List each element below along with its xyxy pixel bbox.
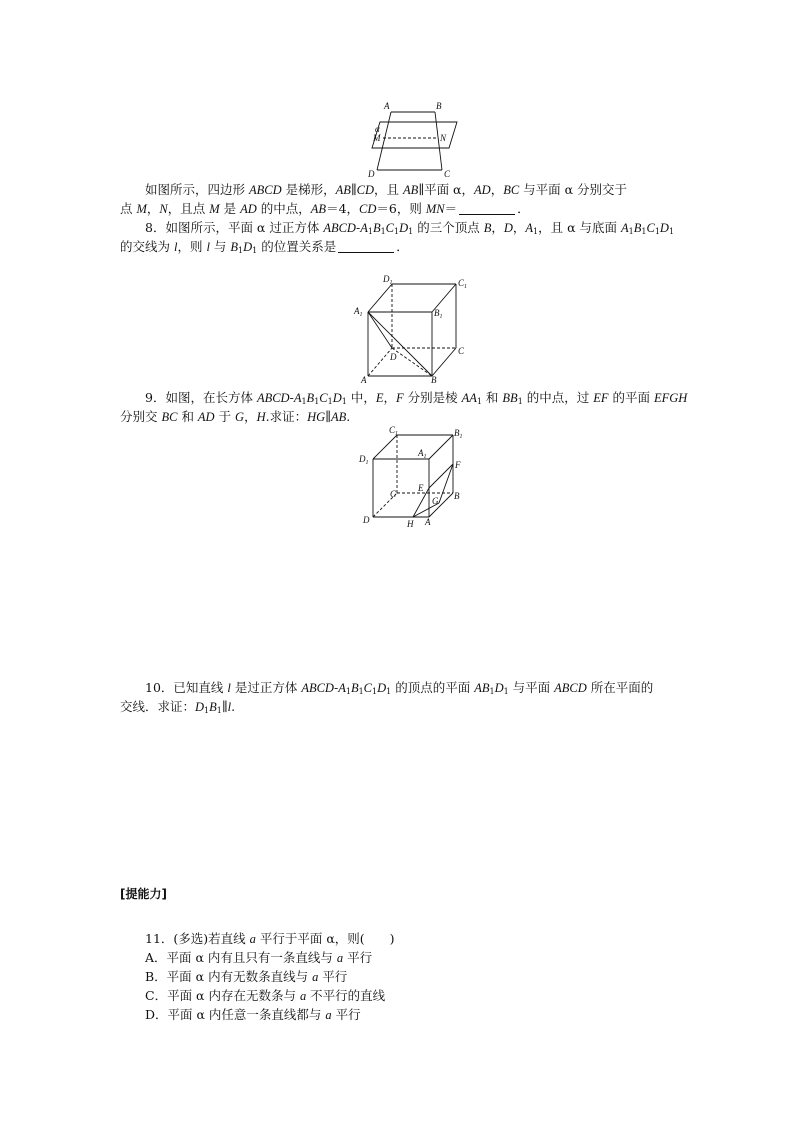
figure-cube [350,272,480,384]
option-D[interactable]: D．平面 α 内任意一条直线都与 a 平行 [145,1007,361,1022]
label-A: A [425,517,431,527]
label-D: D [363,515,370,525]
label-A1: $A_1$ [354,306,363,318]
problem10-line1: 10．已知直线 l 是过正方体 ABCD-$A_1B_1C_1D_1$ 的顶点的平面 $AB_1D_1$ 与平面 ABCD 所在平面的 [145,680,654,696]
option-A[interactable]: A．平面 α 内有且只有一条直线与 a 平行 [145,950,373,965]
problem10-line2: 交线．求证：$D_1B_1\parallel l$. [120,699,236,715]
problem9-line2: 分别交 BC 和 AD 于 G，H.求证：HG∥AB. [120,409,351,424]
label-B: B [454,491,460,501]
label-A: A [361,375,367,385]
problem7-line1: 如图所示，四边形 ABCD 是梯形，AB∥CD，且 AB∥平面 α，AD，BC 与平面 α 分别交于 [145,182,628,197]
problem8-line2: 的交线为 l，则 l 与 $B_1D_1$ 的位置关系是 ． [120,239,409,255]
label-B1: $B_1$ [434,308,443,320]
answer-blank-7[interactable] [459,202,515,215]
label-C: C [444,169,451,179]
label-D: D [390,352,397,362]
label-E: E [418,483,424,493]
problem7-line2: 点 M，N，且点 M 是 AD 的中点，AB＝4，CD＝6，则 MN＝ ． [120,201,530,216]
label-B: B [431,375,437,385]
label-alpha: α [375,124,380,134]
label-C: C [390,489,397,499]
section-title: [提能力] [120,887,167,901]
label-N: N [440,133,447,143]
label-C1: $C_1$ [389,425,399,437]
label-G: G [432,496,439,506]
figure-cuboid [355,425,475,533]
label-M: M [373,133,381,143]
label-A: A [384,101,390,111]
answer-blank-8[interactable] [338,240,394,253]
label-C1: $C_1$ [458,278,468,290]
problem11-stem: 11．(多选)若直线 a 平行于平面 α，则( ) [145,931,395,946]
problem9-line1: 9．如图，在长方体 ABCD-$A_1B_1C_1D_1$ 中，E，F 分别是棱 $AA_1$ 和 $BB_1$ 的中点，过 EF 的平面 EFGH [145,390,688,406]
label-B1: $B_1$ [454,428,463,440]
label-D1: $D_1$ [359,454,369,466]
option-C[interactable]: C．平面 α 内存在无数条与 a 不平行的直线 [145,988,386,1003]
label-D: D [368,169,375,179]
problem8-line1: 8．如图所示，平面 α 过正方体 ABCD-$A_1B_1C_1D_1$ 的三个顶点 B，D，$A_1$，且 α 与底面 $A_1B_1C_1D_1$ [145,220,675,236]
label-D1: $D_1$ [383,274,393,286]
label-F: F [455,460,461,470]
label-A1: $A_1$ [418,448,427,460]
label-C: C [458,346,465,356]
option-B[interactable]: B．平面 α 内有无数条直线与 a 平行 [145,969,348,984]
label-H: H [407,519,414,529]
figure-trapezoid-plane [360,100,470,179]
label-B: B [436,101,442,111]
